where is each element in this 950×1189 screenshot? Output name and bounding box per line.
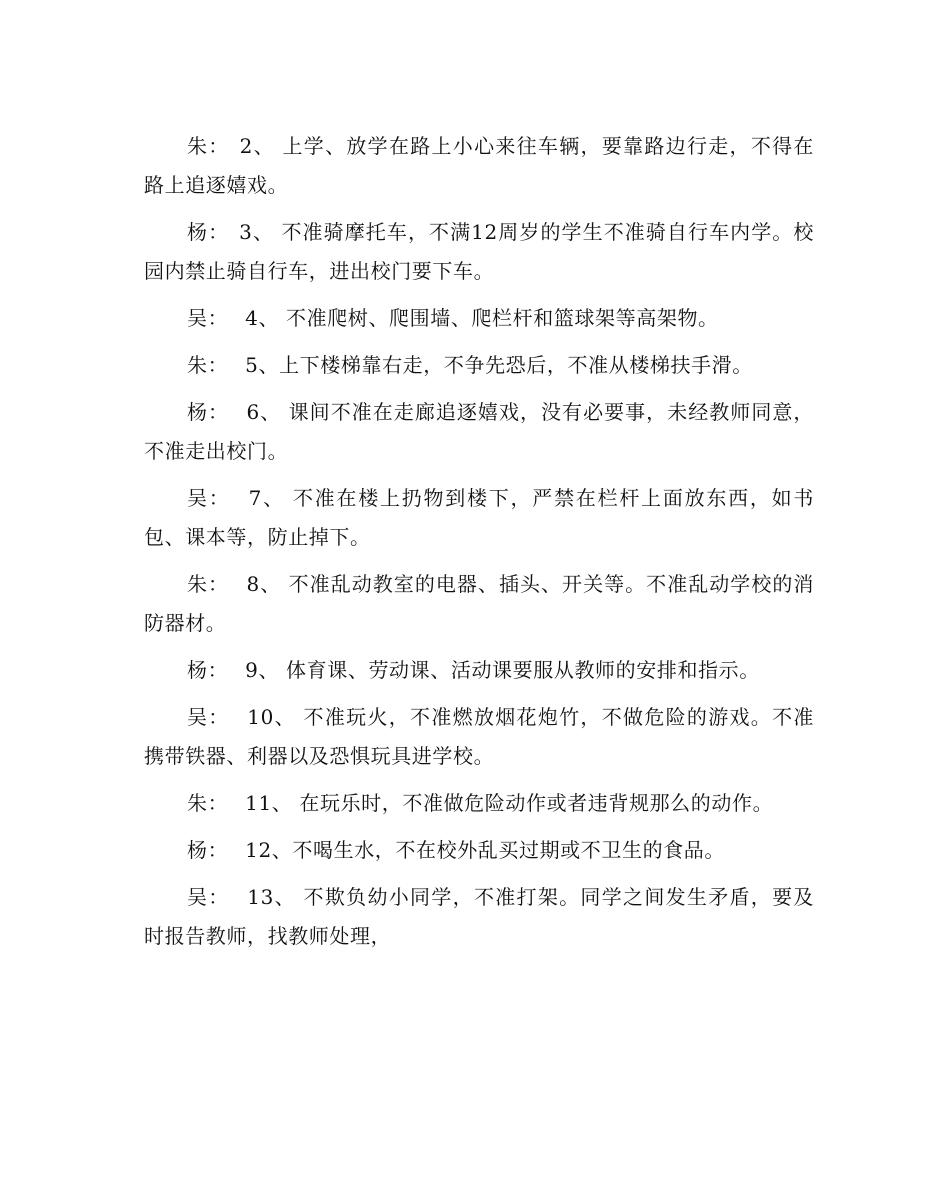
paragraph-rule-4 (144, 299, 814, 338)
speaker-label: 杨： (187, 400, 230, 424)
paragraph-text: 11、 在玩乐时，不准做危险动作或者违背规那么的动作。 (238, 791, 774, 815)
paragraph-rule-5 (144, 346, 814, 385)
speaker-label: 吴： (187, 885, 230, 909)
paragraph-rule-9 (144, 651, 814, 690)
paragraph-text: 8、 不准乱动教室的电器、插头、开关等。不准乱动学校的消防器材。 (144, 572, 815, 635)
paragraph-rule-7 (144, 479, 814, 557)
speaker-label: 杨： (187, 220, 230, 244)
paragraph-rule-12 (144, 831, 814, 870)
paragraph-rule-3 (144, 213, 814, 291)
paragraph-text: 3、 不准骑摩托车，不满12周岁的学生不准骑自行车内学。校园内禁止骑自行车，进出校门要下车。 (144, 220, 814, 283)
speaker-label: 杨： (187, 838, 229, 862)
paragraph-text: 9、 体育课、劳动课、活动课要服从教师的安排和指示。 (238, 658, 760, 682)
paragraph-rule-2 (144, 127, 814, 205)
paragraph-text: 13、 不欺负幼小同学，不准打架。同学之间发生矛盾，要及时报告教师，找教师处理， (144, 885, 814, 948)
paragraph-rule-8 (144, 565, 814, 643)
speaker-label: 朱： (187, 353, 229, 377)
paragraph-rule-10 (144, 698, 814, 776)
speaker-label: 朱： (187, 572, 230, 596)
speaker-label: 杨： (187, 658, 229, 682)
document-body (144, 127, 814, 964)
paragraph-text: 4、 不准爬树、爬围墙、爬栏杆和篮球架等高架物。 (238, 306, 719, 330)
speaker-label: 朱： (187, 791, 229, 815)
paragraph-text: 2、 上学、放学在路上小心来往车辆，要靠路边行走，不得在路上追逐嬉戏。 (144, 134, 814, 197)
paragraph-text: 10、 不准玩火，不准燃放烟花炮竹，不做危险的游戏。不准携带铁器、利器以及恐惧玩具进学校。 (144, 705, 814, 768)
speaker-label: 吴： (187, 306, 229, 330)
speaker-label: 吴： (187, 486, 231, 510)
paragraph-text: 7、 不准在楼上扔物到楼下，严禁在栏杆上面放东西，如书包、课本等，防止掉下。 (144, 486, 814, 549)
paragraph-rule-6 (144, 393, 814, 471)
paragraph-rule-11 (144, 784, 814, 823)
paragraph-text: 12、不喝生水，不在校外乱买过期或不卫生的食品。 (238, 838, 726, 862)
speaker-label: 吴： (187, 705, 230, 729)
paragraph-text: 5、上下楼梯靠右走，不争先恐后，不准从楼梯扶手滑。 (238, 353, 753, 377)
paragraph-rule-13 (144, 878, 814, 956)
speaker-label: 朱： (187, 134, 230, 158)
paragraph-text: 6、 课间不准在走廊追逐嬉戏，没有必要事，未经教师同意，不准走出校门。 (144, 400, 815, 463)
